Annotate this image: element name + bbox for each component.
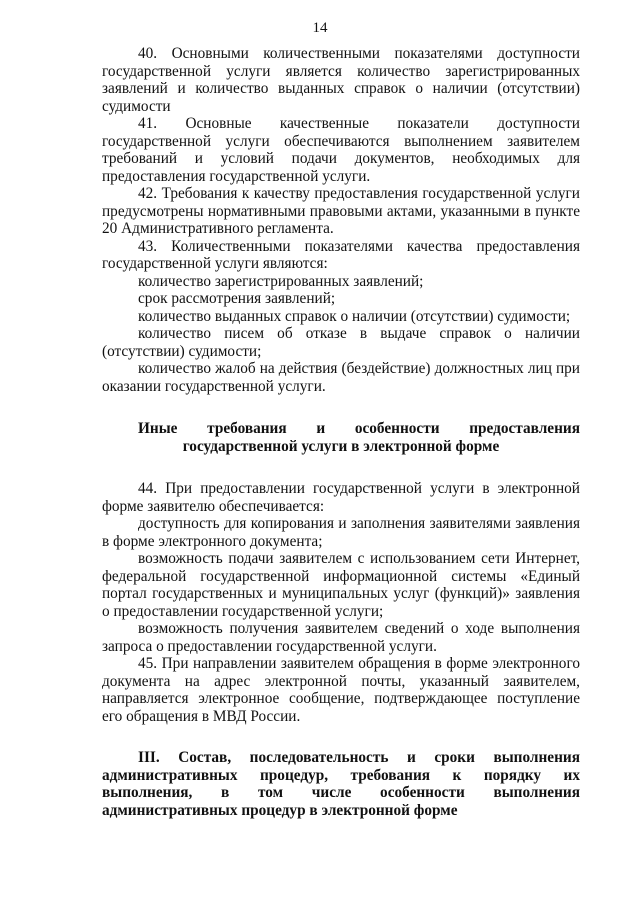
paragraph-42: 42. Требования к качеству предоставления государственной услуги предусмотрены нормативными правовыми актами, указанными в пункте 20 Административного регламента. (102, 185, 580, 237)
paragraph-44: 44. При предоставлении государственной услуги в электронной форме заявителю обеспечивается: (102, 480, 580, 515)
section-heading-electronic-form: Иные требования и особенности предоставления государственной услуги в электронной форме (138, 420, 580, 455)
spacer (102, 725, 580, 749)
paragraph-43: 43. Количественными показателями качества предоставления государственной услуги являются: (102, 237, 580, 272)
list-item: количество выданных справок о наличии (отсутствии) судимости; (138, 307, 571, 325)
paragraph-41: 41. Основные качественные показатели доступности государственной услуги обеспечиваются выполнением заявителем требований и условий подачи документов, необходимых для предоставления государственной услуги. (102, 115, 580, 185)
list-item: срок рассмотрения заявлений; (138, 290, 336, 307)
list-item: возможность получения заявителем сведений о ходе выполнения запроса о предоставлении государственной услуги. (102, 620, 580, 655)
list-item: количество писем об отказе в выдаче справок о наличии (отсутствии) судимости; (102, 325, 580, 360)
spacer (102, 395, 580, 420)
section-heading-iii: III. Состав, последовательность и сроки выполнения административных процедур, требования к порядку их выполнения, в том числе особенности выполнения административных процедур в электронной форме (102, 749, 580, 819)
page-number: 14 (312, 20, 328, 36)
spacer (102, 455, 580, 480)
list-item: количество зарегистрированных заявлений; (138, 272, 424, 290)
list-item: количество жалоб на действия (бездействие) должностных лиц при оказании государственной услуги. (102, 360, 580, 395)
list-item: возможность подачи заявителем с использованием сети Интернет, федеральной государственной информационной системы «Единый портал государственных и муниципальных услуг (функций)» заявления о предоставлении государственной услуги; (102, 550, 580, 620)
document-body (102, 45, 580, 819)
paragraph-45: 45. При направлении заявителем обращения в форме электронного документа на адрес электронной почты, указанный заявителем, направляется электронное сообщение, подтверждающее поступление его обращения в МВД России. (102, 655, 580, 725)
paragraph-40: 40. Основными количественными показателями доступности государственной услуги является количество зарегистрированных заявлений и количество выданных справок о наличии (отсутствии) судимости (102, 45, 580, 115)
list-item: доступность для копирования и заполнения заявителями заявления в форме электронного документа; (102, 515, 580, 550)
